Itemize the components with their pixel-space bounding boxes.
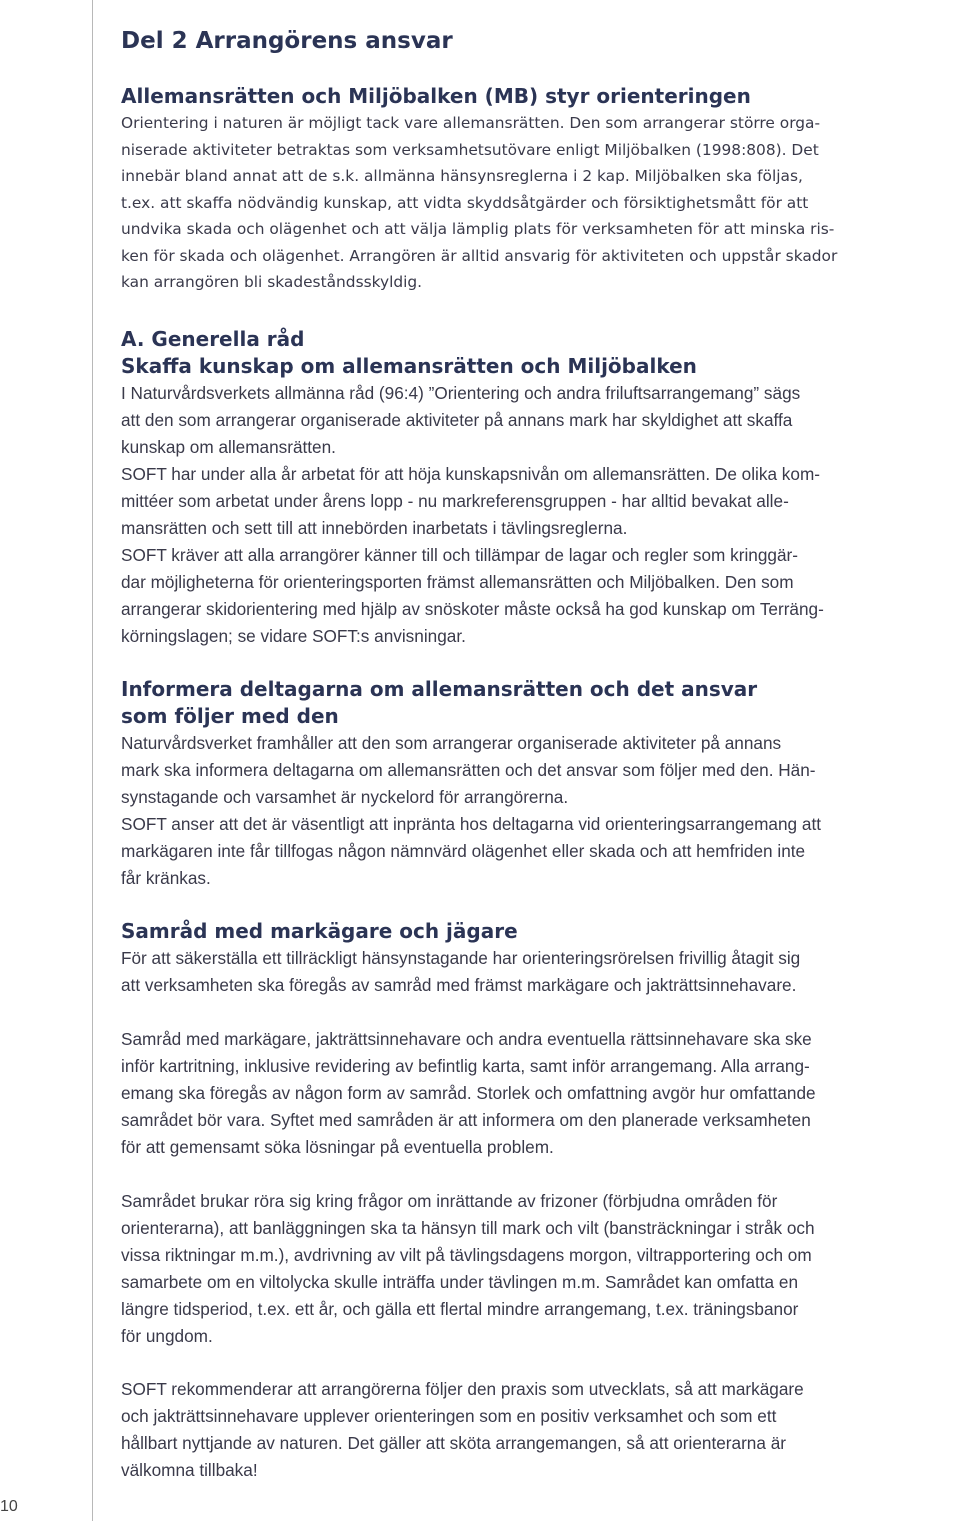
text-line: För att säkerställa ett tillräckligt hänsynstagande har orienteringsrörelsen frivillig åtagit sig — [121, 948, 801, 968]
paragraph — [121, 380, 951, 650]
paragraph — [121, 730, 951, 892]
page-number: 10 — [0, 1498, 18, 1515]
text-line: mark ska informera deltagarna om allemansrätten och det ansvar som följer med den. Hän- — [121, 760, 816, 780]
paragraph — [121, 110, 951, 296]
section-samrad — [121, 918, 951, 999]
text-line: hållbart nyttjande av naturen. Det gäller att sköta arrangemangen, så att orienterarna är — [121, 1433, 786, 1453]
text-line: undvika skada och olägenhet och att välja lämplig plats för verksamheten för att minska ris- — [121, 220, 835, 238]
text-line: SOFT anser att det är väsentligt att inpränta hos deltagarna vid orienteringsarrangemang att — [121, 814, 821, 834]
heading-line: Informera deltagarna om allemansrätten och det ansvar — [121, 677, 758, 701]
text-line: att den som arrangerar organiserade aktiviteter på annans mark har skyldighet att skaffa — [121, 410, 793, 430]
text-line: får kränkas. — [121, 868, 211, 888]
paragraph — [121, 1188, 951, 1350]
margin-rule — [92, 0, 93, 1521]
part-title: Del 2 Arrangörens ansvar — [121, 28, 453, 54]
text-line: välkomna tillbaka! — [121, 1460, 258, 1480]
text-line: emang ska föregås av någon form av samråd. Storlek och omfattning avgör hur omfattande — [121, 1083, 816, 1103]
text-line: arrangerar skidorientering med hjälp av snöskoter måste också ha god kunskap om Terräng- — [121, 599, 824, 619]
section-heading: Samråd med markägare och jägare — [121, 919, 518, 943]
section-heading: A. Generella råd — [121, 327, 305, 351]
text-line: för att gemensamt söka lösningar på eventuella problem. — [121, 1137, 554, 1157]
text-line: kunskap om allemansrätten. — [121, 437, 336, 457]
text-line: och jakträttsinnehavare upplever orienteringen som en positiv verksamhet och som ett — [121, 1406, 777, 1426]
text-line: ken för skada och olägenhet. Arrangören är alltid ansvarig för aktiviteten och uppstår skador — [121, 246, 838, 265]
text-line: Samråd med markägare, jakträttsinnehavare och andra eventuella rättsinnehavare ska ske — [121, 1029, 812, 1049]
section-heading: Allemansrätten och Miljöbalken (MB) styr orienteringen — [121, 84, 751, 108]
text-line: Orientering i naturen är möjligt tack vare allemansrätten. Den som arrangerar större orga- — [121, 114, 821, 132]
heading-line: som följer med den — [121, 704, 339, 728]
text-line: niserade aktiviteter betraktas som verksamhetsutövare enligt Miljöbalken (1998:808). Det — [121, 140, 819, 159]
text-line: Samrådet brukar röra sig kring frågor om inrättande av frizoner (förbjudna områden för — [121, 1191, 778, 1211]
text-line: markägaren inte får tillfogas någon nämnvärd olägenhet eller skada och att hemfriden inte — [121, 841, 806, 861]
text-line: vissa riktningar m.m.), avdrivning av vilt på tävlingsdagens morgon, viltrapportering och om — [121, 1245, 812, 1265]
text-line: kan arrangören bli skadeståndsskyldig. — [121, 273, 423, 291]
text-line: orienterarna), att banläggningen ska ta hänsyn till mark och vilt (bansträckningar i stråk och — [121, 1218, 815, 1238]
section-heading — [121, 676, 951, 730]
text-line: att verksamheten ska föregås av samråd med främst markägare och jakträttsinnehavare. — [121, 975, 797, 995]
text-line: SOFT rekommenderar att arrangörerna följer den praxis som utvecklats, så att markägare — [121, 1379, 804, 1399]
text-line: inför kartritning, inklusive revidering av befintlig karta, samt inför arrangemang. Alla arrang- — [121, 1056, 810, 1076]
paragraph — [121, 1026, 951, 1161]
text-line: samarbete om en viltolycka skulle inträffa under tävlingen m.m. Samrådet kan omfatta en — [121, 1272, 799, 1292]
text-line: t.ex. att skaffa nödvändig kunskap, att vidta skyddsåtgärder och försiktighetsmått för att — [121, 193, 809, 212]
text-line: dar möjligheterna för orienteringsporten främst allemansrätten och Miljöbalken. Den som — [121, 572, 794, 592]
text-line: mittéer som arbetat under årens lopp - nu markreferensgruppen - har alltid bevakat alle- — [121, 491, 789, 511]
paragraph — [121, 1376, 951, 1484]
text-line: längre tidsperiod, t.ex. ett år, och gälla ett flertal mindre arrangemang, t.ex. träningsbanor — [121, 1299, 799, 1319]
text-line: innebär bland annat att de s.k. allmänna hänsynsreglerna i 2 kap. Miljöbalken ska följas, — [121, 167, 803, 185]
text-line: för ungdom. — [121, 1326, 213, 1346]
text-line: mansrätten och sett till att innebörden inarbetats i tävlingsreglerna. — [121, 518, 628, 538]
text-line: I Naturvårdsverkets allmänna råd (96:4) ”Orientering och andra friluftsarrangemang” sägs — [121, 383, 801, 403]
text-line: synstagande och varsamhet är nyckelord för arrangörerna. — [121, 787, 569, 807]
section-informera-deltagarna — [121, 676, 951, 892]
text-line: körningslagen; se vidare SOFT:s anvisningar. — [121, 626, 466, 646]
text-line: Naturvårdsverket framhåller att den som arrangerar organiserade aktiviteter på annans — [121, 733, 782, 753]
subsection-heading: Skaffa kunskap om allemansrätten och Miljöbalken — [121, 354, 697, 378]
section-allemansratten — [121, 83, 951, 296]
text-line: SOFT kräver att alla arrangörer känner till och tillämpar de lagar och regler som kringgär- — [121, 545, 798, 565]
paragraph — [121, 945, 951, 999]
text-line: samrådet bör vara. Syftet med samråden är att informera om den planerade verksamheten — [121, 1110, 811, 1130]
section-generella-rad — [121, 326, 951, 650]
text-line: SOFT har under alla år arbetat för att höja kunskapsnivån om allemansrätten. De olika kom- — [121, 464, 820, 484]
